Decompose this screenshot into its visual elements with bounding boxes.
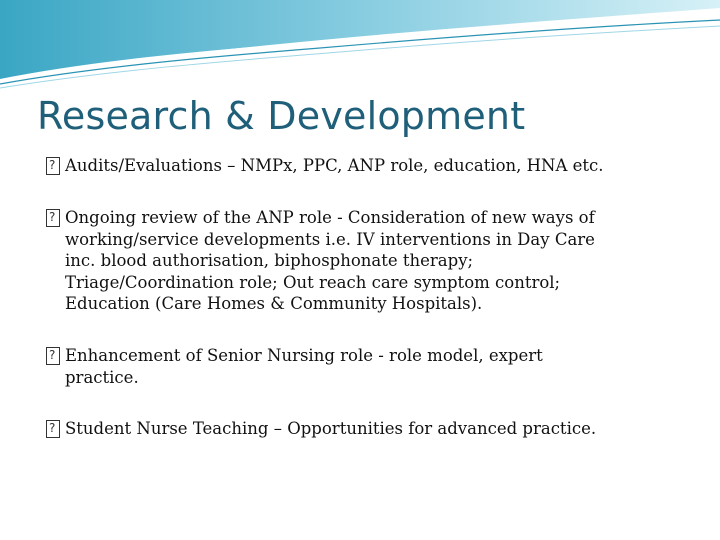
missing-glyph-icon bbox=[46, 420, 60, 438]
slide-title: Research & Development bbox=[37, 94, 526, 138]
missing-glyph-icon bbox=[46, 209, 60, 227]
bullet-text: Enhancement of Senior Nursing role - role model, expert practice. bbox=[65, 346, 543, 387]
header-wave-decoration bbox=[0, 0, 720, 90]
bullet-item bbox=[46, 418, 685, 440]
bullet-text: Audits/Evaluations – NMPx, PPC, ANP role, education, HNA etc. bbox=[65, 156, 604, 175]
bullet-item bbox=[46, 155, 685, 177]
bullet-item bbox=[46, 345, 685, 388]
bullet-text: Ongoing review of the ANP role - Consideration of new ways of working/service developments i.e. IV interventions in Day Care inc. blood authorisation, biphosphonate therapy; Triage/Coordination role; Out reach care symptom control; Education (Care Homes & Community Hospitals). bbox=[65, 208, 595, 313]
missing-glyph-icon bbox=[46, 157, 60, 175]
missing-glyph-icon bbox=[46, 347, 60, 365]
bullet-item bbox=[46, 207, 685, 315]
bullet-text: Student Nurse Teaching – Opportunities for advanced practice. bbox=[65, 419, 597, 438]
